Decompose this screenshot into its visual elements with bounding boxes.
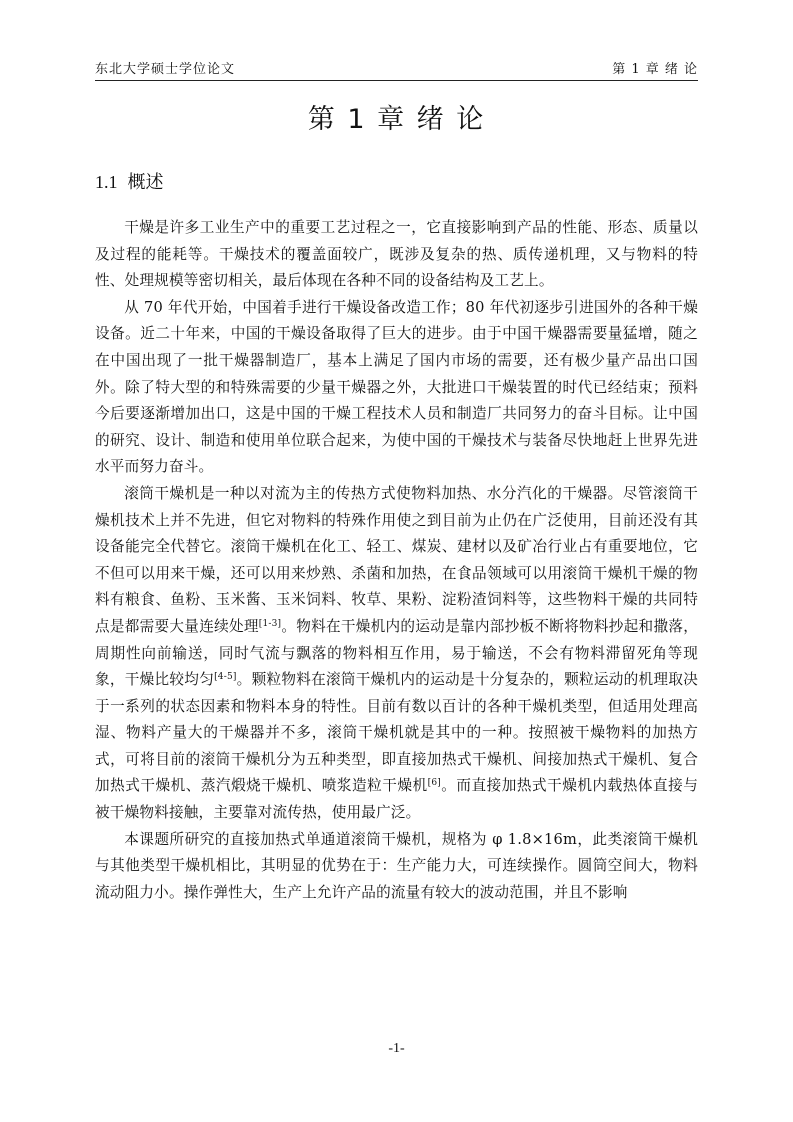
paragraph — [95, 827, 698, 907]
citation: [6] — [427, 778, 441, 789]
page-number: -1- — [388, 1041, 405, 1056]
header-chapter: 第 1 章 绪 论 — [612, 62, 698, 77]
paragraph-text: 本课题所研究的直接加热式单通道滚筒干燥机，规格为 φ 1.8×16m，此类滚筒干燥机与其他类型干燥机相比，其明显的优势在于：生产能力大，可连续操作。圆筒空间大，物料流动阻力小。操作弹性大，生产上允许产品的流量有较大的波动范围，并且不影响 — [95, 830, 698, 901]
section-title: 概述 — [127, 172, 164, 193]
running-header — [95, 55, 698, 81]
paragraph-text: 。颗粒物料在滚筒干燥机内的运动是十分复杂的，颗粒运动的机理取决于一系列的状态因素和物料本身的特性。目前有数以百计的各种干燥机类型，但适用处理高湿、物料产量大的干燥器并不多，滚筒干燥机就是其中的一种。按照被干燥物料的加热方式，可将目前的滚筒干燥机分为五种类型，即直接加热式干燥机、间接加热式干燥机、复合加热式干燥机、蒸汽煅烧干燥机、喷浆造粒干燥机 — [95, 671, 698, 795]
header-thesis-title: 东北大学硕士学位论文 — [95, 62, 236, 77]
paragraph — [95, 481, 698, 827]
citation: [4-5] — [214, 672, 237, 683]
paragraph-text: 干燥是许多工业生产中的重要工艺过程之一，它直接影响到产品的性能、形态、质量以及过程的能耗等。干燥技术的覆盖面较广，既涉及复杂的热、质传递机理，又与物料的特性、处理规模等密切相关，最后体现在各种不同的设备结构及工艺上。 — [95, 219, 698, 290]
paragraph-text: 从 70 年代开始，中国着手进行干燥设备改造工作；80 年代初逐步引进国外的各种干燥设备。近二十年来，中国的干燥设备取得了巨大的进步。由于中国干燥器需要量猛增，随之在中国出现了一批干燥器制造厂，基本上满足了国内市场的需要，还有极少量产品出口国外。除了特大型的和特殊需要的少量干燥器之外，大批进口干燥装置的时代已经结束；预料今后要逐渐增加出口，这是中国的干燥工程技术人员和制造厂共同努力的奋斗目标。让中国的研究、设计、制造和使用单位联合起来，为使中国的干燥技术与装备尽快地赶上世界先进水平而努力奋斗。 — [95, 298, 698, 476]
paragraph-text: 。而直接加热式干燥机内载热体直接与被干燥物料接触，主要靠对流传热，使用最广泛。 — [95, 777, 699, 822]
paragraph-text: 。物料在干燥机内的运动是靠内部抄板不断将物料抄起和撒落，周期性向前输送，同时气流与飘落的物料相互作用，易于输送，不会有物料滞留死角等现象，干燥比较均匀 — [95, 617, 699, 689]
section-heading — [95, 168, 164, 194]
paragraph-text: 滚筒干燥机是一种以对流为主的传热方式使物料加热、水分汽化的干燥器。尽管滚筒干燥机技术上并不先进，但它对物料的特殊作用使之到目前为止仍在广泛使用，目前还没有其设备能完全代替它。滚筒干燥机在化工、轻工、煤炭、建材以及矿冶行业占有重要地位，它不但可以用来干燥，还可以用来炒熟、杀菌和加热，在食品领域可以用滚筒干燥机干燥的物料有粮食、鱼粉、玉米酱、玉米饲料、牧草、果粉、淀粉渣饲料等，这些物料干燥的共同特点是都需要大量连续处理 — [95, 484, 698, 635]
body-text — [95, 215, 698, 906]
paragraph — [95, 215, 698, 295]
citation: [1-3] — [258, 618, 282, 629]
paragraph — [95, 295, 698, 481]
chapter-title: 第 1 章 绪 论 — [307, 104, 486, 135]
section-number: 1.1 — [95, 172, 118, 192]
